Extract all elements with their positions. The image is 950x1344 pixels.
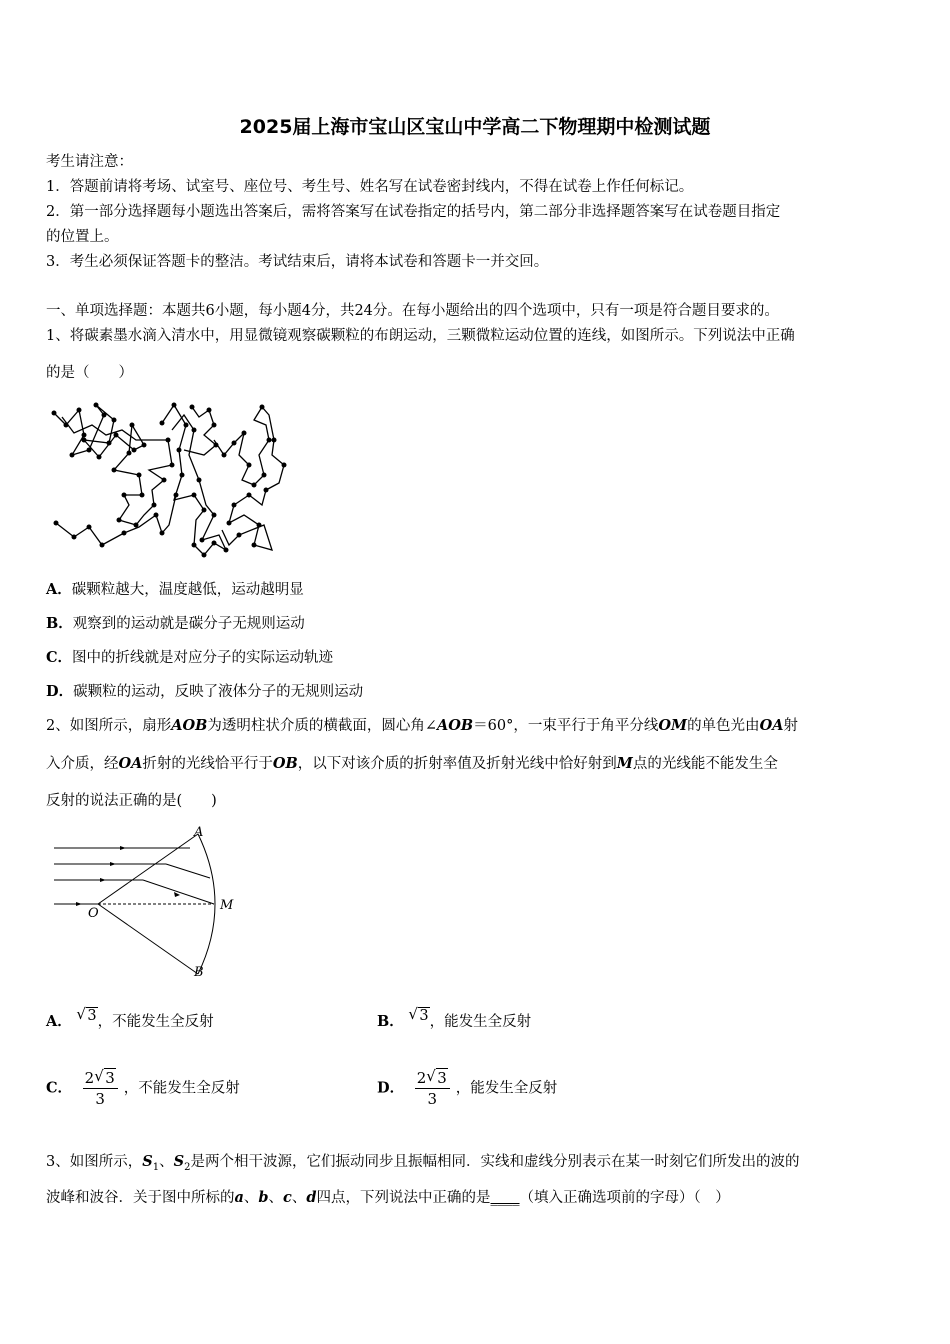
q2-l1-h: OA <box>759 717 784 734</box>
q3-s2-sub: 2 <box>184 1161 191 1173</box>
q2-option-a-sqrt: √ 3 <box>76 1005 97 1024</box>
q2-l1-g: 的单色光由 <box>687 718 760 734</box>
fig-label-b: B <box>194 965 204 980</box>
q1-option-d-text: 碳颗粒的运动，反映了液体分子的无规则运动 <box>73 684 364 700</box>
q2-option-b-label: B． <box>377 1013 404 1030</box>
q3-s2: S <box>173 1153 185 1170</box>
q2-option-d-text: ，能发生全反射 <box>455 1080 558 1097</box>
q3-stem-line2: 波峰和波谷．关于图中所标的a、b、c、d四点，下列说法中正确的是____（填入正确选项前的字母）（ ） <box>46 1189 730 1206</box>
q2-option-a-text: ，不能发生全反射 <box>97 1014 214 1030</box>
notice-item-3: 3．考生必须保证答题卡的整洁。考试结束后，请将本试卷和答题卡一并交回。 <box>46 254 549 270</box>
q1-option-d <box>46 682 363 702</box>
q2-l2-f: M <box>616 755 633 772</box>
q2-stem-line3: 反射的说法正确的是( ) <box>46 793 217 809</box>
q2-l2-g: 点的光线能不能发生全 <box>632 756 778 772</box>
q1-option-a-label: A． <box>46 581 72 598</box>
brownian-motion-figure <box>44 395 294 565</box>
q2-option-c-denominator: 3 <box>95 1090 105 1108</box>
q2-l1-c: 为透明柱状介质的横截面，圆心角∠ <box>207 718 438 734</box>
notice-item-2: 2．第一部分选择题每小题选出答案后，需将答案写在试卷指定的括号内，第二部分非选择题答案写在试卷题目指定 <box>46 204 781 220</box>
q3-point-a: a <box>234 1189 244 1206</box>
q1-option-d-label: D． <box>46 683 74 700</box>
notice-heading: 考生请注意： <box>46 154 133 170</box>
q2-stem-line1 <box>46 716 798 736</box>
q2-option-d-denominator: 3 <box>427 1090 437 1108</box>
fig-label-m: M <box>220 898 234 913</box>
q2-l1-b: AOB <box>171 717 208 734</box>
q3-point-d: d <box>306 1189 317 1206</box>
q3-s1: S <box>142 1153 153 1170</box>
q1-option-c-label: C． <box>46 649 73 666</box>
q2-l2-a: 入介质，经 <box>46 756 119 772</box>
q3-answer-blank: ____ <box>490 1190 520 1206</box>
q1-option-c <box>46 648 333 668</box>
q1-stem-line2: 的是（ ） <box>46 365 133 381</box>
q1-option-b-label: B． <box>46 615 73 632</box>
q1-option-a-text: 碳颗粒越大，温度越低，运动越明显 <box>71 582 304 598</box>
notice-item-1: 1．答题前请将考场、试室号、座位号、考生号、姓名写在试卷密封线内，不得在试卷上作任何标记。 <box>46 179 694 195</box>
q3-l2-b: 四点，下列说法中正确的是 <box>316 1190 491 1206</box>
q3-l1-b: 是两个相干波源，它们振动同步且振幅相同．实线和虚线分别表示在某一时刻它们所发出的波的 <box>190 1154 800 1170</box>
q2-l2-d: OB <box>272 755 298 772</box>
q1-option-b-text: 观察到的运动就是碳分子无规则运动 <box>72 616 305 632</box>
q2-option-b-radicand: 3 <box>419 1008 429 1024</box>
q2-option-b-sqrt: √ 3 <box>408 1005 429 1024</box>
q2-option-d <box>377 1068 557 1109</box>
q2-option-c-radicand: 3 <box>105 1069 115 1087</box>
q2-option-d-fraction: 2 √ 3 3 <box>415 1068 450 1109</box>
q2-option-c-label: C． <box>46 1079 73 1097</box>
q2-option-a <box>46 1005 214 1032</box>
q3-s1-sub: 1 <box>152 1161 160 1173</box>
q3-l1-a: 3、如图所示， <box>46 1154 143 1170</box>
q2-option-b-text: ，能发生全反射 <box>429 1014 532 1030</box>
q2-option-c-fraction: 2 √ 3 3 <box>83 1068 118 1109</box>
sector-aob-figure <box>50 822 250 982</box>
q1-option-a <box>46 580 304 600</box>
q1-option-c-text: 图中的折线就是对应分子的实际运动轨迹 <box>72 650 334 666</box>
q2-option-d-radicand: 3 <box>437 1069 447 1087</box>
q2-l2-e: ，以下对该介质的折射率值及折射光线中恰好射到 <box>297 756 617 772</box>
q3-l2-a: 波峰和波谷．关于图中所标的 <box>46 1190 235 1206</box>
q3-point-b: b <box>258 1189 269 1206</box>
q2-option-b <box>377 1005 532 1032</box>
q2-option-a-radicand: 3 <box>87 1008 97 1024</box>
q2-l1-e: ＝60°，一束平行于角平分线 <box>473 718 659 734</box>
section1-header: 一、单项选择题：本题共6小题，每小题4分，共24分。在每小题给出的四个选项中，只有一项是符合题目要求的。 <box>46 303 779 319</box>
q2-l1-a: 2、如图所示，扇形 <box>46 718 172 734</box>
q2-l1-d: AOB <box>437 717 474 734</box>
q1-option-b <box>46 614 305 634</box>
fig-label-o: O <box>88 906 99 921</box>
q2-l2-b: OA <box>118 755 143 772</box>
q2-option-a-label: A． <box>46 1013 72 1030</box>
q1-stem-line1: 1、将碳素墨水滴入清水中，用显微镜观察碳颗粒的布朗运动，三颗微粒运动位置的连线，如图所示。下列说法中正确 <box>46 328 795 344</box>
q2-option-c-text: ，不能发生全反射 <box>123 1080 240 1097</box>
fig-label-a: A <box>194 825 204 840</box>
notice-item-2-cont: 的位置上。 <box>46 229 119 245</box>
q2-stem-line2 <box>46 754 778 774</box>
q2-l1-i: 射 <box>783 718 798 734</box>
q2-option-d-coef: 2 <box>416 1069 427 1087</box>
q2-option-c-coef: 2 <box>84 1069 95 1087</box>
q3-sep: 、 <box>159 1154 174 1170</box>
q3-l2-c: （填入正确选项前的字母）（ ） <box>519 1190 730 1206</box>
page-title: 2025届上海市宝山区宝山中学高二下物理期中检测试题 <box>239 116 711 138</box>
q2-option-d-label: D． <box>377 1079 405 1097</box>
q2-l1-f: OM <box>658 717 688 734</box>
q2-option-c <box>46 1068 240 1109</box>
q3-stem-line1 <box>46 1152 799 1178</box>
q3-point-c: c <box>283 1189 292 1206</box>
q2-l2-c: 折射的光线恰平行于 <box>142 756 273 772</box>
